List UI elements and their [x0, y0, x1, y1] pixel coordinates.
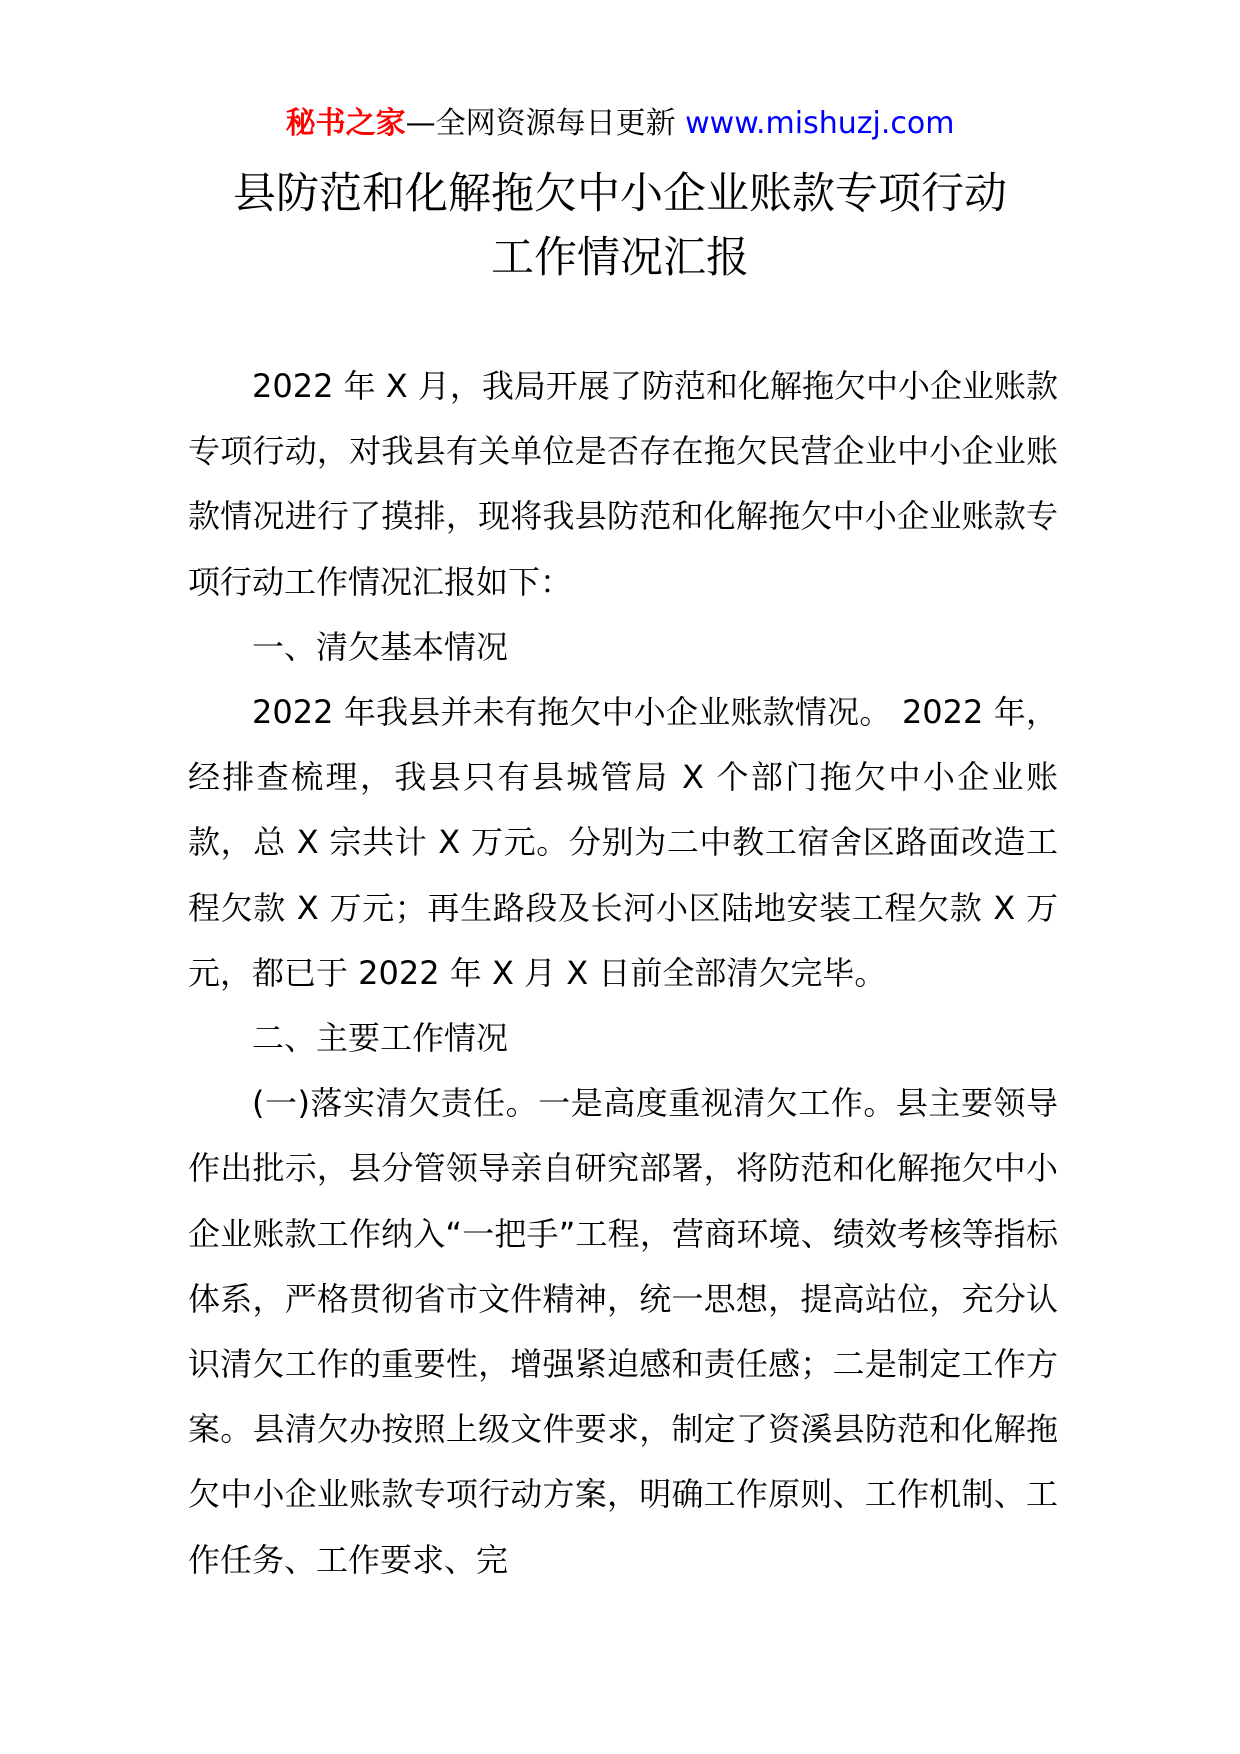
section-1-paragraph: 2022 年我县并未有拖欠中小企业账款情况。 2022 年，经排查梳理，我县只有县城管局 X 个部门拖欠中小企业账款，总 X 宗共计 X 万元。分别为二中教工宿舍区路面改造工程欠款 X 万元；再生路段及长河小区陆地安装工程欠款 X 万元，都已于 2022 年 X 月 X 日前全部清欠完毕。 — [188, 693, 1058, 992]
title-line-1: 县防范和化解拖欠中小企业账款专项行动 — [233, 169, 1007, 219]
site-url: www.mishuzj.com — [685, 106, 955, 141]
section-2-paragraph: (一)落实清欠责任。一是高度重视清欠工作。县主要领导作出批示，县分管领导亲自研究部署，将防范和化解拖欠中小企业账款工作纳入“一把手”工程，营商环境、绩效考核等指标体系，严格贯彻省市文件精神，统一思想，提高站位，充分认识清欠工作的重要性，增强紧迫感和责任感；二是制定工作方案。县清欠办按照上级文件要求，制定了资溪县防范和化解拖欠中小企业账款专项行动方案，明确工作原则、工作机制、工作任务、工作要求、完 — [188, 1084, 1058, 1579]
watermark-header — [0, 100, 1240, 148]
section-heading-2: 二、主要工作情况 — [252, 1019, 509, 1058]
document-title — [0, 162, 1240, 290]
header-tagline: —全网资源每日更新 — [405, 106, 686, 141]
brand-name: 秘书之家 — [285, 106, 406, 141]
title-line-2: 工作情况汇报 — [491, 233, 749, 283]
section-heading-1: 一、清欠基本情况 — [252, 627, 509, 666]
intro-paragraph: 2022 年 X 月，我局开展了防范和化解拖欠中小企业账款专项行动，对我县有关单位是否存在拖欠民营企业中小企业账款情况进行了摸排，现将我县防范和化解拖欠中小企业账款专项行动工作情况汇报如下： — [188, 367, 1058, 601]
document-body — [188, 354, 1058, 1593]
